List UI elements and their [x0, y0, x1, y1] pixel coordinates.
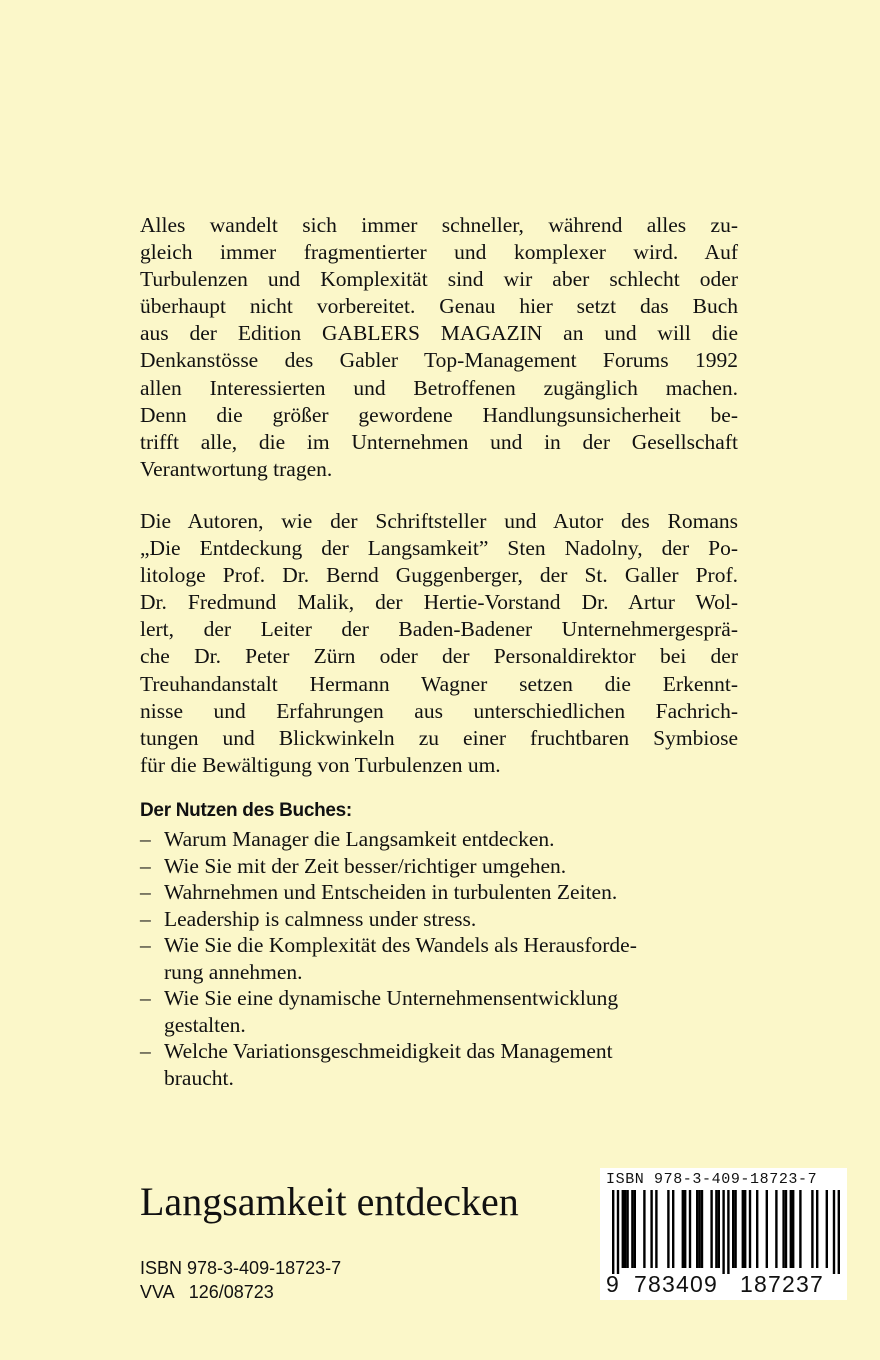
barcode-isbn-text: ISBN 978-3-409-18723-7: [606, 1171, 818, 1188]
benefit-item: [140, 906, 740, 933]
barcode-bar: [672, 1190, 674, 1268]
barcode-bar: [782, 1190, 784, 1268]
barcode-bar: [718, 1190, 720, 1268]
vva-code: 126/08723: [188, 1282, 274, 1302]
barcode-bar: [689, 1190, 691, 1268]
benefit-text: gestalten.: [164, 1012, 246, 1037]
paragraph-line: Die Autoren, wie der Schriftsteller und Autor des Romans: [140, 509, 738, 533]
barcode-bar: [742, 1190, 744, 1268]
bullet-dash: –: [140, 906, 151, 931]
barcode-first-digit: 9: [606, 1271, 619, 1297]
benefit-text: rung annehmen.: [164, 959, 303, 984]
isbn-text: ISBN 978-3-409-18723-7: [140, 1258, 342, 1278]
bullet-dash: –: [140, 1039, 151, 1063]
barcode: [600, 1168, 847, 1300]
benefit-item: [140, 853, 740, 880]
benefit-text: Wie Sie die Komplexität des Wandels als Herausforde-: [164, 933, 637, 957]
paragraph-line: gleich immer fragmentierter und komplexer wird. Auf: [140, 240, 738, 265]
benefit-text: Wie Sie mit der Zeit besser/richtiger umgehen.: [164, 853, 567, 878]
barcode-bar: [775, 1190, 777, 1268]
barcode-bar: [696, 1190, 698, 1268]
barcode-bar: [756, 1190, 758, 1268]
barcode-bar: [838, 1190, 840, 1274]
benefits-heading: Der Nutzen des Buches:: [140, 800, 352, 821]
book-title: Langsamkeit entdecken: [140, 1179, 519, 1224]
bullet-dash: –: [140, 933, 151, 957]
benefit-item: [140, 1038, 740, 1091]
barcode-bar: [833, 1190, 835, 1274]
barcode-bar: [766, 1190, 768, 1268]
benefit-text: Leadership is calmness under stress.: [164, 906, 477, 931]
paragraph-line: nisse und Erfahrungen aus unterschiedlichen Fachrich-: [140, 698, 738, 723]
barcode-bar: [634, 1190, 636, 1268]
paragraph-line: Treuhandanstalt Hermann Wagner setzen die Erkennt-: [140, 671, 738, 696]
benefit-text: Wie Sie eine dynamische Unternehmensentwicklung: [164, 986, 619, 1010]
barcode-left-digits: 783409: [634, 1271, 718, 1297]
barcode-bar: [643, 1190, 645, 1268]
barcode-bar: [816, 1190, 818, 1268]
bullet-dash: –: [140, 853, 151, 878]
benefit-text: Welche Variationsgeschmeidigkeit das Management: [164, 1039, 613, 1063]
paragraph-line: Denkanstösse des Gabler Top-Management Forums 1992: [140, 348, 738, 373]
barcode-bar: [631, 1190, 633, 1268]
paragraph-line: überhaupt nicht vorbereitet. Genau hier setzt das Buch: [140, 294, 738, 319]
bullet-dash: –: [140, 986, 151, 1010]
barcode-bar: [684, 1190, 686, 1268]
barcode-bar: [710, 1190, 712, 1268]
barcode-bar: [682, 1190, 684, 1268]
barcode-bar: [655, 1190, 657, 1268]
barcode-bar: [727, 1190, 729, 1274]
barcode-bar: [650, 1190, 652, 1268]
paragraph-line: Alles wandelt sich immer schneller, während alles zu-: [140, 213, 738, 237]
paragraph-line: aus der Edition GABLERS MAGAZIN an und will die: [140, 321, 738, 346]
barcode-bar: [790, 1190, 792, 1268]
barcode-bar: [612, 1190, 614, 1274]
barcode-bar: [826, 1190, 828, 1268]
paragraph-line: Denn die größer gewordene Handlungsunsicherheit be-: [140, 402, 738, 427]
paragraph-line: che Dr. Peter Zürn oder der Personaldirektor bei der: [140, 644, 738, 669]
paragraph-line: trifft alle, die im Unternehmen und in der Gesellschaft: [140, 429, 738, 454]
barcode-bar: [749, 1190, 751, 1268]
paragraph-line: für die Bewältigung von Turbulenzen um.: [140, 752, 501, 777]
paragraph-line: Verantwortung tragen.: [140, 456, 333, 481]
barcode-bar: [785, 1190, 787, 1268]
benefit-item: [140, 932, 740, 985]
paragraph-line: tungen und Blickwinkeln zu einer fruchtbaren Symbiose: [140, 725, 738, 750]
benefits-list: [140, 826, 740, 1091]
paragraph-line: Turbulenzen und Komplexität sind wir aber schlecht oder: [140, 267, 738, 292]
barcode-bar: [667, 1190, 669, 1268]
barcode-bar: [744, 1190, 746, 1268]
intro-paragraph: [140, 212, 738, 483]
benefit-text: braucht.: [164, 1065, 234, 1090]
barcode-bars: [600, 1190, 847, 1274]
barcode-bar: [811, 1190, 813, 1268]
vva-label: VVA: [140, 1282, 175, 1302]
barcode-bar: [799, 1190, 801, 1268]
barcode-bar: [734, 1190, 736, 1268]
benefit-item: [140, 985, 740, 1038]
bullet-dash: –: [140, 827, 151, 851]
barcode-bar: [715, 1190, 717, 1268]
authors-paragraph: [140, 508, 738, 779]
benefit-text: Wahrnehmen und Entscheiden in turbulenten Zeiten.: [164, 880, 618, 904]
barcode-bar: [624, 1190, 626, 1268]
barcode-bar: [622, 1190, 624, 1268]
barcode-bar: [722, 1190, 724, 1274]
barcode-bar: [626, 1190, 628, 1268]
paragraph-line: „Die Entdeckung der Langsamkeit” Sten Nadolny, der Po-: [140, 536, 738, 561]
paragraph-line: lert, der Leiter der Baden-Badener Unternehmergesprä-: [140, 617, 738, 642]
barcode-bar: [792, 1190, 794, 1268]
barcode-bar: [617, 1190, 619, 1274]
benefit-item: [140, 826, 740, 853]
paragraph-line: litologe Prof. Dr. Bernd Guggenberger, der St. Galler Prof.: [140, 563, 738, 588]
paragraph-line: allen Interessierten und Betroffenen zugänglich machen.: [140, 375, 738, 400]
benefit-item: [140, 879, 740, 906]
barcode-bar: [698, 1190, 700, 1268]
vva-number: [140, 1282, 274, 1303]
barcode-right-digits: 187237: [740, 1271, 824, 1297]
barcode-bar: [732, 1190, 734, 1268]
paragraph-line: Dr. Fredmund Malik, der Hertie-Vorstand Dr. Artur Wol-: [140, 590, 738, 615]
bullet-dash: –: [140, 880, 151, 904]
benefit-text: Warum Manager die Langsamkeit entdecken.: [164, 827, 555, 851]
barcode-bar: [701, 1190, 703, 1268]
